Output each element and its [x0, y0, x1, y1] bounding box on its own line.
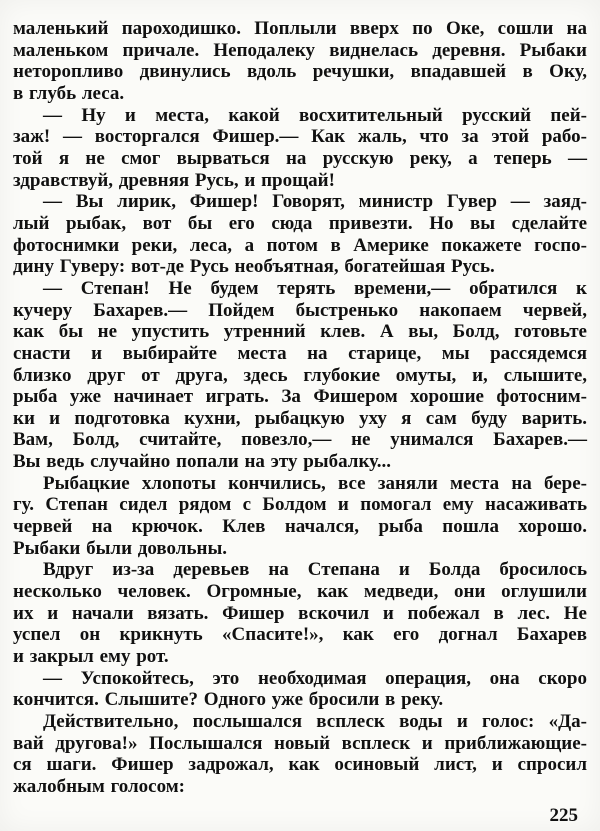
text-line: неторопливо двинулись вдоль речушки, впадавшей в Оку, [13, 61, 587, 83]
text-line: маленьком причале. Неподалеку виднелась деревня. Рыбаки [13, 39, 587, 61]
text-line: несколько человек. Огромные, как медведи, они оглушили [13, 581, 587, 603]
text-line: той я не смог вырваться на русскую реку, а теперь — [13, 147, 587, 169]
page-number: 225 [549, 804, 578, 826]
text-line: Рыбаки были довольны. [13, 537, 228, 559]
text-line: близко друг от друга, здесь глубокие омуты, и, слышите, [13, 364, 587, 386]
text-line: кучеру Бахарев.— Пойдем быстренько накопаем червей, [13, 299, 587, 321]
text-line: — Ну и места, какой восхитительный русский пей- [43, 104, 587, 126]
text-line: маленький пароходишко. Поплыли вверх по Оке, сошли на [13, 18, 587, 39]
text-line: Вдруг из-за деревьев на Степана и Болда бросилось [43, 559, 587, 581]
text-line: их и начали вязать. Фишер вскочил и побежал в лес. Не [13, 602, 587, 624]
text-line: и закрыл ему рот. [13, 646, 169, 668]
text-line: — Степан! Не будем терять времени,— обратился к [43, 277, 587, 299]
text-block [13, 18, 587, 798]
text-line: здравствуй, древняя Русь, и прощай! [13, 169, 335, 191]
text-line: снасти и выбирайте места на старице, мы рассядемся [13, 342, 587, 364]
text-line: заж! — восторгался Фишер.— Как жаль, что за этой рабо- [13, 126, 587, 148]
text-line: вай другова!» Послышался новый всплеск и приближающие- [13, 732, 587, 754]
paragraph [13, 191, 587, 278]
text-line: дину Гуверу: вот-де Русь необъятная, богатейшая Русь. [13, 256, 495, 278]
paragraph [13, 559, 587, 667]
text-line: как бы не упустить утренний клев. А вы, Болд, готовьте [13, 321, 587, 343]
text-line: гу. Степан сидел рядом с Болдом и помогал ему насаживать [13, 494, 587, 516]
text-line: успел он крикнуть «Спасите!», как его догнал Бахарев [13, 624, 587, 646]
text-line: лый рыбак, вот бы его сюда привезти. Но вы сделайте [13, 212, 587, 234]
text-line: Рыбацкие хлопоты кончились, все заняли места на бере- [43, 472, 587, 494]
text-line: червей на крючок. Клев начался, рыба пошла хорошо. [13, 516, 587, 538]
paragraph [13, 711, 587, 798]
paragraph [13, 668, 587, 711]
paragraph [13, 18, 587, 105]
paragraph [13, 473, 587, 560]
paragraph [13, 105, 587, 192]
text-line: ки и подготовка кухни, рыбацкую уху я сам буду варить. [13, 407, 587, 429]
text-line: Действительно, послышался всплеск воды и голос: «Да- [43, 711, 587, 732]
text-line: Вам, Болд, считайте, повезло,— не унимался Бахарев.— [13, 429, 587, 451]
text-line: фотоснимки реки, леса, а потом в Америке покажете госпо- [13, 234, 587, 256]
text-line: кончится. Слышите? Одного уже бросили в реку. [13, 689, 444, 711]
text-line: Вы ведь случайно попали на эту рыбалку... [13, 451, 391, 473]
text-line: в глубь леса. [13, 82, 125, 104]
text-line: ся шаги. Фишер задрожал, как осиновый лист, и спросил [13, 754, 587, 776]
text-line: — Успокойтесь, это необходимая операция, она скоро [43, 667, 587, 689]
paragraph [13, 278, 587, 473]
text-line: рыба уже начинает играть. За Фишером хорошие фотосним- [13, 386, 587, 408]
text-line: жалобным голосом: [13, 775, 185, 797]
text-line: — Вы лирик, Фишер! Говорят, министр Гувер — заяд- [43, 191, 587, 213]
